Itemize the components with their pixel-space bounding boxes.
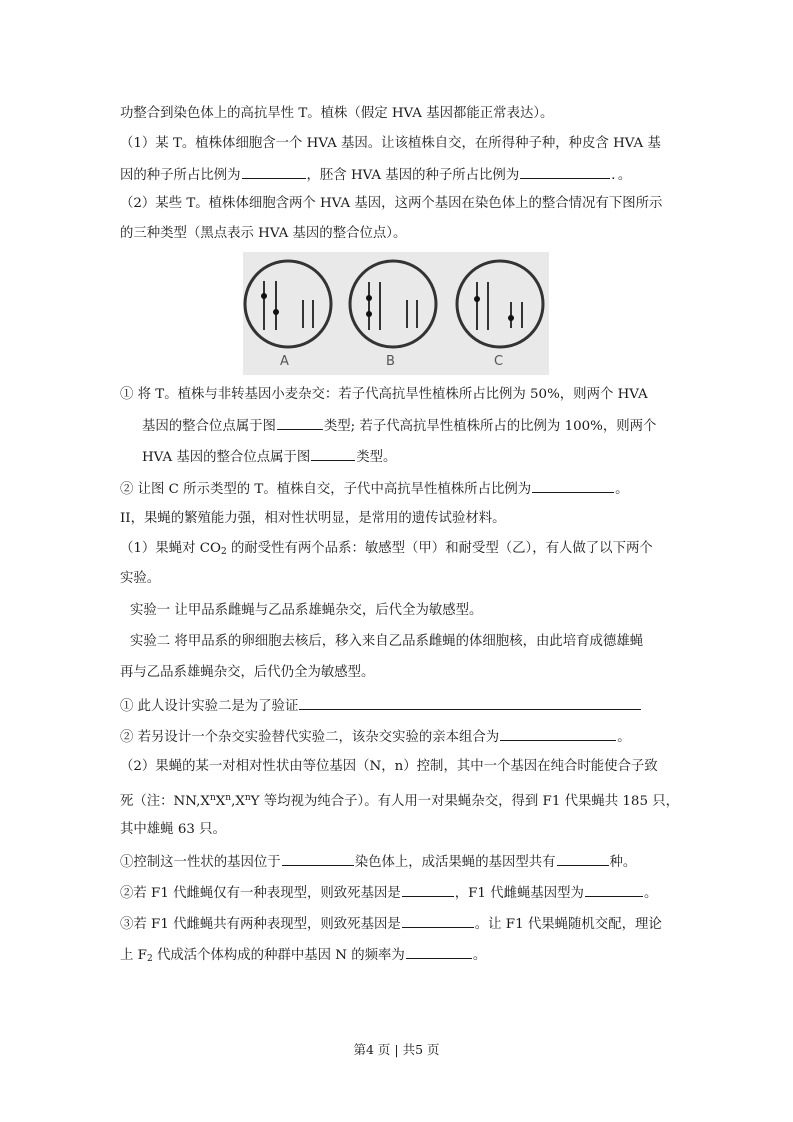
line-11-b: 的耐受性有两个品系：敏感型（甲）和耐受型（乙），有人做了以下两个 — [226, 541, 653, 556]
line-21-a: ①控制这一性状的基因位于 — [120, 855, 281, 870]
line-3-b: ，胚含 HVA 基因的种子所占比例为 — [306, 168, 520, 183]
line-12: 实验。 — [120, 571, 161, 586]
line-5: 的三种类型（黑点表示 HVA 基因的整合位点）。 — [120, 226, 407, 241]
line-11-sub: 2 — [220, 547, 227, 557]
line-23-a: ③若 F1 代雌蝇共有两种表现型，则致死基因是 — [120, 917, 401, 932]
line-22-a: ②若 F1 代雌蝇仅有一种表现型，则致死基因是 — [120, 886, 401, 901]
line-8-b: 类型。 — [356, 450, 397, 465]
hva-site-dot — [508, 315, 514, 321]
answer-blank[interactable] — [402, 913, 474, 928]
line-3-a: 因的种子所占比例为 — [120, 168, 241, 183]
line-21 — [120, 851, 636, 873]
line-14: 实验二 将甲品系的卵细胞去核后，移入来自乙品系雌蝇的体细胞核，由此培育成德雄蝇 — [130, 634, 644, 649]
line-3 — [120, 164, 631, 186]
line-21-b: 染色体上，成活果蝇的基因型共有 — [354, 855, 556, 870]
answer-blank[interactable] — [282, 851, 354, 866]
line-23 — [120, 913, 662, 935]
line-23-b: 。让 F1 代果蝇随机交配，理论 — [474, 917, 662, 932]
line-10: II，果蝇的繁殖能力强，相对性状明显，是常用的遗传试验材料。 — [120, 511, 506, 526]
line-24-c: 。 — [472, 948, 487, 963]
line-7-b: 类型; 若子代高抗旱性植株所占的比例为 100%，则两个 — [323, 419, 657, 434]
chromosome-figure — [243, 252, 549, 375]
line-9-a: ② 让图 C 所示类型的 T。植株自交，子代中高抗旱性植株所占比例为 — [120, 482, 532, 497]
line-20: 其中雄蝇 63 只。 — [120, 822, 226, 837]
answer-blank[interactable] — [520, 164, 610, 179]
answer-blank[interactable] — [242, 164, 306, 179]
page-footer: 第4 页 | 共5 页 — [353, 1042, 440, 1057]
answer-blank[interactable] — [500, 726, 616, 741]
hva-site-dot — [366, 295, 372, 301]
line-19-b: X — [215, 794, 226, 809]
line-19-c: ,X — [231, 794, 245, 809]
line-16 — [120, 695, 642, 717]
answer-blank[interactable] — [557, 851, 609, 866]
figure-label-b: B — [386, 354, 395, 369]
line-6: ① 将 T。植株与非转基因小麦杂交：若子代高抗旱性植株所占比例为 50%，则两个 HVA — [120, 387, 648, 402]
line-21-c: 种。 — [609, 855, 637, 870]
line-19-sup-2: n — [225, 793, 232, 803]
line-24-b: 代成活个体构成的种群中基因 N 的频率为 — [152, 948, 405, 963]
line-22-c: 。 — [643, 886, 658, 901]
line-8-a: HVA 基因的整合位点属于图 — [142, 450, 311, 465]
line-13: 实验一 让甲品系雌蝇与乙品系雄蝇杂交，后代全为敏感型。 — [130, 603, 483, 618]
cell-c — [457, 261, 543, 347]
answer-blank[interactable] — [299, 695, 641, 710]
line-17-b: 。 — [617, 730, 631, 745]
line-11 — [120, 539, 653, 562]
line-19-sup-1: n — [209, 793, 216, 803]
answer-blank[interactable] — [406, 944, 472, 959]
line-24 — [120, 944, 486, 969]
line-24-a: 上 F — [120, 948, 147, 963]
answer-blank[interactable] — [402, 882, 454, 897]
line-2: （1）某 T。植株体细胞含一个 HVA 基因。让该植株自交，在所得种子种，种皮含 HVA 基 — [120, 136, 661, 151]
line-7 — [142, 415, 656, 437]
line-15: 再与乙品系雄蝇杂交，后代仍全为敏感型。 — [120, 665, 375, 680]
line-8 — [142, 446, 396, 468]
line-3-c: ．。 — [611, 168, 632, 183]
hva-site-dot — [474, 296, 480, 302]
line-19-a: 死（注：NN,X — [120, 794, 210, 809]
line-17 — [120, 726, 631, 748]
line-17-a: ② 若另设计一个杂交实验替代实验二，该杂交实验的亲本组合为 — [120, 730, 500, 745]
figure-label-a: A — [280, 354, 289, 369]
answer-blank[interactable] — [277, 415, 323, 430]
figure-label-c: C — [494, 354, 504, 369]
cell-a — [245, 261, 331, 347]
answer-blank[interactable] — [585, 882, 643, 897]
line-9 — [120, 478, 629, 500]
line-1: 功整合到染色体上的高抗旱性 T。植株（假定 HVA 基因都能正常表达）。 — [120, 106, 554, 121]
line-24-sub: 2 — [146, 954, 153, 964]
line-16-a: ① 此人设计实验二是为了验证 — [120, 699, 299, 714]
line-4: （2）某些 T。植株体细胞含两个 HVA 基因，这两个基因在染色体上的整合情况有下图所示 — [120, 196, 663, 211]
line-9-b: 。 — [615, 482, 629, 497]
line-19 — [120, 788, 679, 812]
answer-blank[interactable] — [311, 446, 355, 461]
line-19-d: Y 等均视为纯合子）。有人用一对果蝇杂交，得到 F1 代果蝇共 185 只， — [250, 794, 680, 809]
cell-b — [350, 261, 436, 347]
line-18: （2）果蝇的某一对相对性状由等位基因（N，n）控制，其中一个基因在纯合时能使合子致 — [120, 759, 658, 774]
hva-site-dot — [261, 293, 267, 299]
hva-site-dot — [273, 309, 279, 315]
hva-site-dot — [366, 311, 372, 317]
line-22 — [120, 882, 657, 904]
line-22-b: ，F1 代雌蝇基因型为 — [454, 886, 584, 901]
line-7-a: 基因的整合位点属于图 — [142, 419, 276, 434]
line-11-a: （1）果蝇对 CO — [120, 541, 221, 556]
line-19-sup-3: n — [244, 793, 251, 803]
answer-blank[interactable] — [532, 478, 614, 493]
